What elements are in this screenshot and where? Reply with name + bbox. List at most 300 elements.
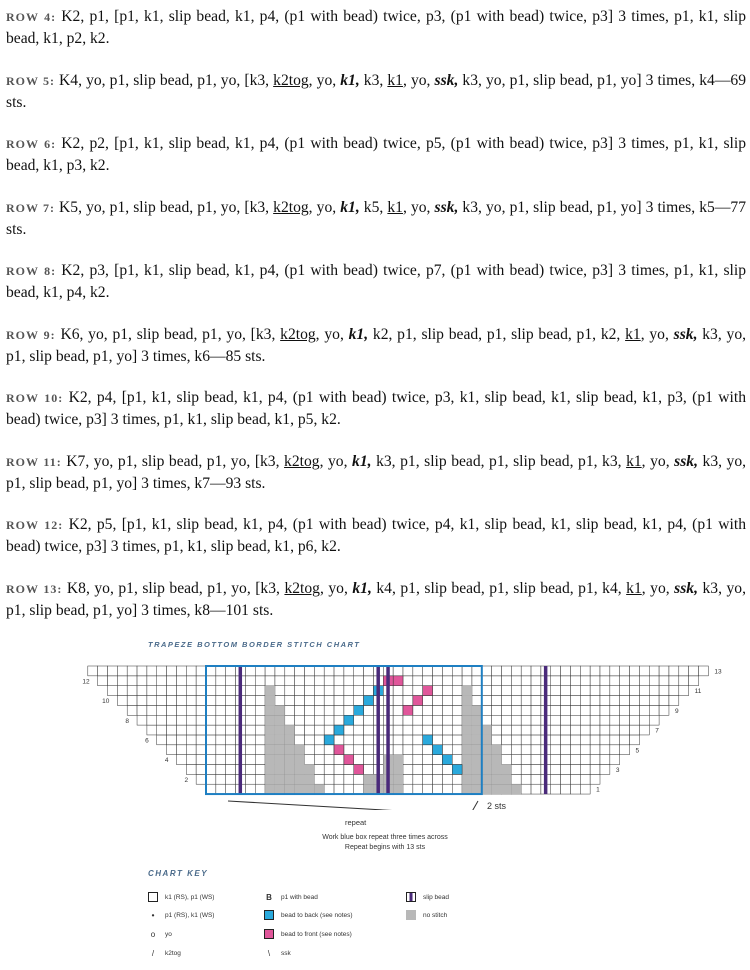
key-item-slip-bead: [406, 892, 449, 902]
chart-cell: [521, 735, 531, 745]
bead-to-front-cell: [413, 696, 423, 706]
chart-cell: [610, 725, 620, 735]
chart-cell: [403, 666, 413, 676]
bead-to-back-cell: [433, 745, 443, 755]
chart-cell: [423, 666, 433, 676]
chart-cell: [393, 705, 403, 715]
bead-to-back-cell: [423, 735, 433, 745]
no-stitch-cell: [482, 774, 492, 784]
chart-cell: [590, 666, 600, 676]
chart-cell: [452, 745, 462, 755]
chart-cell: [590, 745, 600, 755]
key-label: k1 (RS), p1 (WS): [165, 893, 215, 901]
chart-cell: [502, 676, 512, 686]
chart-cell: [137, 715, 147, 725]
chart-cell: [265, 676, 275, 686]
chart-cell: [502, 705, 512, 715]
chart-cell: [511, 715, 521, 725]
chart-cell: [433, 735, 443, 745]
row-text-segment: k3, yo, p1, slip bead, p1, yo] 3 times, k5—77 sts.: [6, 199, 747, 238]
no-stitch-cell: [275, 705, 285, 715]
chart-cell: [334, 676, 344, 686]
chart-cell: [502, 696, 512, 706]
chart-cell: [186, 696, 196, 706]
chart-cell: [216, 745, 226, 755]
chart-cell: [561, 735, 571, 745]
chart-cell: [344, 666, 354, 676]
no-stitch-cell: [492, 784, 502, 794]
chart-cell: [452, 725, 462, 735]
chart-cell: [452, 755, 462, 765]
chart-cell: [334, 715, 344, 725]
chart-cell: [354, 735, 364, 745]
chart-cell: [245, 696, 255, 706]
chart-cell: [521, 725, 531, 735]
chart-cell: [570, 765, 580, 775]
chart-cell: [196, 686, 206, 696]
chart-cell: [669, 696, 679, 706]
chart-cell: [551, 774, 561, 784]
chart-cell: [344, 705, 354, 715]
chart-cell: [551, 705, 561, 715]
chart-cell: [176, 725, 186, 735]
no-stitch-cell: [285, 765, 295, 775]
chart-cell: [423, 755, 433, 765]
chart-cell: [521, 696, 531, 706]
chart-cell: [245, 774, 255, 784]
chart-cell: [206, 745, 216, 755]
row-number-left: 6: [145, 737, 149, 745]
chart-cell: [551, 715, 561, 725]
chart-cell: [580, 745, 590, 755]
key-item-ssk: [264, 948, 291, 958]
bead-to-back-cell: [442, 755, 452, 765]
chart-cell: [403, 755, 413, 765]
chart-cell: [147, 676, 157, 686]
chart-cell: [344, 735, 354, 745]
no-stitch-cell: [462, 696, 472, 706]
chart-cell: [442, 745, 452, 755]
chart-cell: [403, 696, 413, 706]
row-number-right: 13: [714, 668, 722, 676]
chart-cell: [580, 686, 590, 696]
no-stitch-cell: [364, 784, 374, 794]
chart-cell: [413, 765, 423, 775]
chart-cell: [295, 696, 305, 706]
chart-cell: [226, 676, 236, 686]
chart-cell: [590, 765, 600, 775]
chart-cell: [354, 666, 364, 676]
chart-cell: [314, 755, 324, 765]
chart-cell: [255, 765, 265, 775]
chart-cell: [630, 666, 640, 676]
chart-cell: [482, 715, 492, 725]
key-item-no-stitch: [406, 910, 447, 920]
chart-cell: [245, 755, 255, 765]
chart-cell: [551, 735, 561, 745]
chart-cell: [433, 696, 443, 706]
slip-bead-column: [386, 666, 390, 794]
chart-cell: [482, 676, 492, 686]
no-stitch-cell: [295, 755, 305, 765]
chart-cell: [196, 765, 206, 775]
chart-cell: [551, 676, 561, 686]
chart-cell: [206, 774, 216, 784]
chart-cell: [531, 755, 541, 765]
no-stitch-cell: [285, 784, 295, 794]
chart-cell: [442, 676, 452, 686]
chart-cell: [167, 705, 177, 715]
key-label: p1 (RS), k1 (WS): [165, 911, 215, 919]
chart-cell: [176, 715, 186, 725]
chart-cell: [580, 705, 590, 715]
row-text-segment: ssk,: [434, 199, 459, 216]
chart-cell: [403, 745, 413, 755]
chart-cell: [639, 686, 649, 696]
bead-to-back-cell: [344, 715, 354, 725]
chart-cell: [610, 715, 620, 725]
chart-cell: [176, 705, 186, 715]
row-text-segment: , yo,: [402, 72, 435, 89]
chart-cell: [324, 755, 334, 765]
row-label: ROW 8:: [6, 264, 57, 278]
chart-cell: [305, 745, 315, 755]
row-instruction: [6, 578, 746, 621]
row-text-segment: , yo,: [402, 199, 435, 216]
row-text-segment: k2tog: [273, 72, 309, 89]
chart-cell: [659, 705, 669, 715]
row-label: ROW 13:: [6, 582, 63, 596]
chart-cell: [108, 686, 118, 696]
chart-cell: [413, 784, 423, 794]
chart-cell: [393, 666, 403, 676]
row-text-segment: , yo,: [640, 326, 674, 343]
chart-cell: [699, 666, 709, 676]
chart-cell: [472, 686, 482, 696]
chart-cell: [590, 676, 600, 686]
chart-cell: [413, 715, 423, 725]
row-label: ROW 9:: [6, 328, 56, 342]
chart-cell: [226, 666, 236, 676]
chart-cell: [196, 755, 206, 765]
chart-cell: [157, 696, 167, 706]
chart-cell: [669, 686, 679, 696]
no-stitch-cell: [472, 765, 482, 775]
chart-cell: [600, 666, 610, 676]
row-number-right: 9: [674, 707, 679, 715]
chart-cell: [639, 666, 649, 676]
chart-cell: [511, 725, 521, 735]
chart-cell: [216, 696, 226, 706]
chart-cell: [255, 784, 265, 794]
repeat-bracket-left: [228, 801, 470, 810]
row-instruction: [6, 324, 746, 367]
chart-cell: [206, 725, 216, 735]
chart-cell: [255, 715, 265, 725]
no-stitch-cell: [511, 784, 521, 794]
row-text-segment: k2tog: [273, 199, 309, 216]
chart-cell: [354, 676, 364, 686]
row-text-segment: K7, yo, p1, slip bead, p1, yo, [k3,: [61, 453, 285, 470]
chart-cell: [659, 666, 669, 676]
slip-bead-column: [544, 666, 548, 794]
chart-cell: [295, 715, 305, 725]
chart-cell: [561, 696, 571, 706]
chart-cell: [324, 715, 334, 725]
chart-cell: [590, 686, 600, 696]
chart-cell: [314, 725, 324, 735]
chart-cell: [255, 686, 265, 696]
row-number-right: 5: [635, 747, 640, 755]
chart-cell: [511, 705, 521, 715]
row-text-segment: , yo,: [315, 326, 349, 343]
chart-cell: [206, 676, 216, 686]
chart-cell: [492, 735, 502, 745]
chart-cell: [610, 705, 620, 715]
chart-cell: [206, 765, 216, 775]
bead-to-back-cell: [334, 725, 344, 735]
chart-cell: [314, 735, 324, 745]
chart-cell: [433, 725, 443, 735]
chart-cell: [147, 705, 157, 715]
no-stitch-cell: [275, 755, 285, 765]
chart-cell: [413, 666, 423, 676]
chart-cell: [433, 686, 443, 696]
chart-cell: [452, 774, 462, 784]
chart-cell: [511, 676, 521, 686]
chart-cell: [433, 755, 443, 765]
no-stitch-cell: [314, 784, 324, 794]
chart-cell: [176, 676, 186, 686]
chart-cell: [196, 735, 206, 745]
chart-cell: [344, 774, 354, 784]
chart-cell: [590, 735, 600, 745]
row-text-segment: K8, yo, p1, slip bead, p1, yo, [k3,: [62, 580, 285, 597]
chart-cell: [147, 696, 157, 706]
no-stitch-cell: [265, 686, 275, 696]
chart-cell: [344, 686, 354, 696]
row-text-segment: k3, p1, slip bead, p1, slip bead, p1, k3,: [371, 453, 627, 470]
row-text-segment: K5, yo, p1, slip bead, p1, yo, [k3,: [54, 199, 274, 216]
chart-cell: [649, 696, 659, 706]
chart-cell: [600, 715, 610, 725]
chart-cell: [442, 784, 452, 794]
row-number-right: 11: [694, 688, 702, 696]
chart-cell: [196, 696, 206, 706]
chart-cell: [561, 784, 571, 794]
chart-cell: [334, 666, 344, 676]
chart-cell: [226, 705, 236, 715]
chart-cell: [305, 696, 315, 706]
chart-cell: [442, 774, 452, 784]
chart-cell: [176, 686, 186, 696]
chart-cell: [206, 735, 216, 745]
chart-cell: [295, 666, 305, 676]
chart-cell: [600, 755, 610, 765]
chart-cell: [305, 666, 315, 676]
chart-cell: [216, 765, 226, 775]
chart-cell: [551, 784, 561, 794]
chart-cell: [511, 686, 521, 696]
chart-cell: [344, 745, 354, 755]
key-label: bead to back (see notes): [281, 911, 353, 919]
chart-cell: [492, 696, 502, 706]
no-stitch-cell: [275, 784, 285, 794]
no-stitch-cell: [295, 774, 305, 784]
chart-cell: [413, 745, 423, 755]
chart-cell: [117, 676, 127, 686]
no-stitch-cell: [492, 774, 502, 784]
chart-cell: [226, 745, 236, 755]
chart-cell: [413, 686, 423, 696]
no-stitch-cell: [285, 774, 295, 784]
no-stitch-cell: [393, 765, 403, 775]
row-text-segment: k2, p1, slip bead, p1, slip bead, p1, k2,: [368, 326, 626, 343]
row-text-segment: K4, yo, p1, slip bead, p1, yo, [k3,: [54, 72, 274, 89]
row-number-right: 7: [655, 727, 659, 735]
row-instruction: [6, 514, 746, 557]
row-label: ROW 7:: [6, 201, 55, 215]
key-item-k1: [148, 892, 214, 902]
row-text-segment: k1,: [340, 72, 360, 89]
chart-cell: [442, 725, 452, 735]
key-symbol-backslash: \: [267, 948, 271, 958]
chart-cell: [423, 696, 433, 706]
chart-cell: [600, 725, 610, 735]
chart-cell: [679, 666, 689, 676]
row-label: ROW 4:: [6, 10, 57, 24]
chart-cell: [610, 666, 620, 676]
chart-cell: [570, 774, 580, 784]
no-stitch-cell: [265, 784, 275, 794]
key-label: no stitch: [423, 911, 448, 919]
row-text-segment: k3, yo, p1, slip bead, p1, yo] 3 times, k7—93 sts.: [6, 453, 747, 492]
chart-cell: [511, 765, 521, 775]
no-stitch-cell: [295, 745, 305, 755]
chart-cell: [157, 686, 167, 696]
no-stitch-cell: [265, 755, 275, 765]
chart-cell: [630, 686, 640, 696]
chart-cell: [521, 676, 531, 686]
chart-cell: [354, 725, 364, 735]
chart-cell: [423, 725, 433, 735]
row-text-segment: ssk,: [674, 453, 698, 470]
no-stitch-cell: [462, 735, 472, 745]
chart-cell: [344, 696, 354, 706]
chart-cell: [630, 696, 640, 706]
chart-cell: [521, 705, 531, 715]
chart-cell: [186, 676, 196, 686]
chart-cell: [521, 715, 531, 725]
no-stitch-cell: [295, 784, 305, 794]
chart-cell: [561, 686, 571, 696]
chart-cell: [511, 745, 521, 755]
chart-cell: [669, 676, 679, 686]
chart-cell: [452, 735, 462, 745]
chart-cell: [659, 676, 669, 686]
chart-cell: [88, 666, 98, 676]
no-stitch-cell: [462, 755, 472, 765]
chart-cell: [521, 666, 531, 676]
key-symbol-dot: •: [151, 910, 155, 920]
key-item-p1: [148, 910, 214, 920]
chart-cell: [393, 715, 403, 725]
chart-cell: [649, 715, 659, 725]
chart-cell: [226, 725, 236, 735]
no-stitch-cell: [462, 715, 472, 725]
key-item-p1-with-bead: [264, 892, 318, 902]
chart-cell: [482, 686, 492, 696]
chart-cell: [442, 666, 452, 676]
chart-cell: [472, 676, 482, 686]
chart-cell: [206, 715, 216, 725]
chart-cell: [639, 696, 649, 706]
no-stitch-cell: [462, 784, 472, 794]
chart-cell: [285, 676, 295, 686]
chart-cell: [413, 676, 423, 686]
chart-cell: [255, 666, 265, 676]
chart-cell: [275, 686, 285, 696]
repeat-bracket-right: [470, 801, 478, 810]
chart-cell: [176, 755, 186, 765]
chart-cell: [590, 715, 600, 725]
key-symbol-blue: [264, 910, 274, 920]
chart-cell: [531, 686, 541, 696]
chart-cell: [245, 784, 255, 794]
no-stitch-cell: [275, 725, 285, 735]
bead-to-back-cell: [452, 765, 462, 775]
chart-cell: [186, 715, 196, 725]
chart-cell: [255, 745, 265, 755]
chart-cell: [216, 755, 226, 765]
no-stitch-cell: [472, 715, 482, 725]
chart-cell: [324, 696, 334, 706]
chart-cell: [659, 686, 669, 696]
no-stitch-cell: [502, 784, 512, 794]
chart-cell: [442, 735, 452, 745]
chart-cell: [206, 666, 216, 676]
no-stitch-cell: [482, 735, 492, 745]
chart-cell: [413, 755, 423, 765]
no-stitch-cell: [285, 735, 295, 745]
chart-cell: [600, 696, 610, 706]
chart-cell: [364, 705, 374, 715]
chart-cell: [216, 784, 226, 794]
chart-cell: [216, 735, 226, 745]
row-instruction: [6, 197, 746, 240]
no-stitch-cell: [393, 755, 403, 765]
chart-cell: [403, 765, 413, 775]
chart-cell: [196, 705, 206, 715]
chart-title: TRAPEZE BOTTOM BORDER STITCH CHART: [148, 640, 361, 649]
chart-cell: [206, 705, 216, 715]
chart-cell: [610, 686, 620, 696]
no-stitch-cell: [275, 765, 285, 775]
chart-cell: [305, 725, 315, 735]
chart-cell: [226, 696, 236, 706]
chart-cell: [442, 686, 452, 696]
slip-bead-column: [376, 666, 380, 794]
bead-to-back-cell: [324, 735, 334, 745]
chart-cell: [344, 725, 354, 735]
no-stitch-cell: [265, 774, 275, 784]
chart-cell: [531, 774, 541, 784]
no-stitch-cell: [472, 735, 482, 745]
row-instruction: [6, 387, 746, 430]
chart-cell: [620, 666, 630, 676]
row-number-left: 8: [125, 717, 130, 725]
chart-cell: [206, 755, 216, 765]
